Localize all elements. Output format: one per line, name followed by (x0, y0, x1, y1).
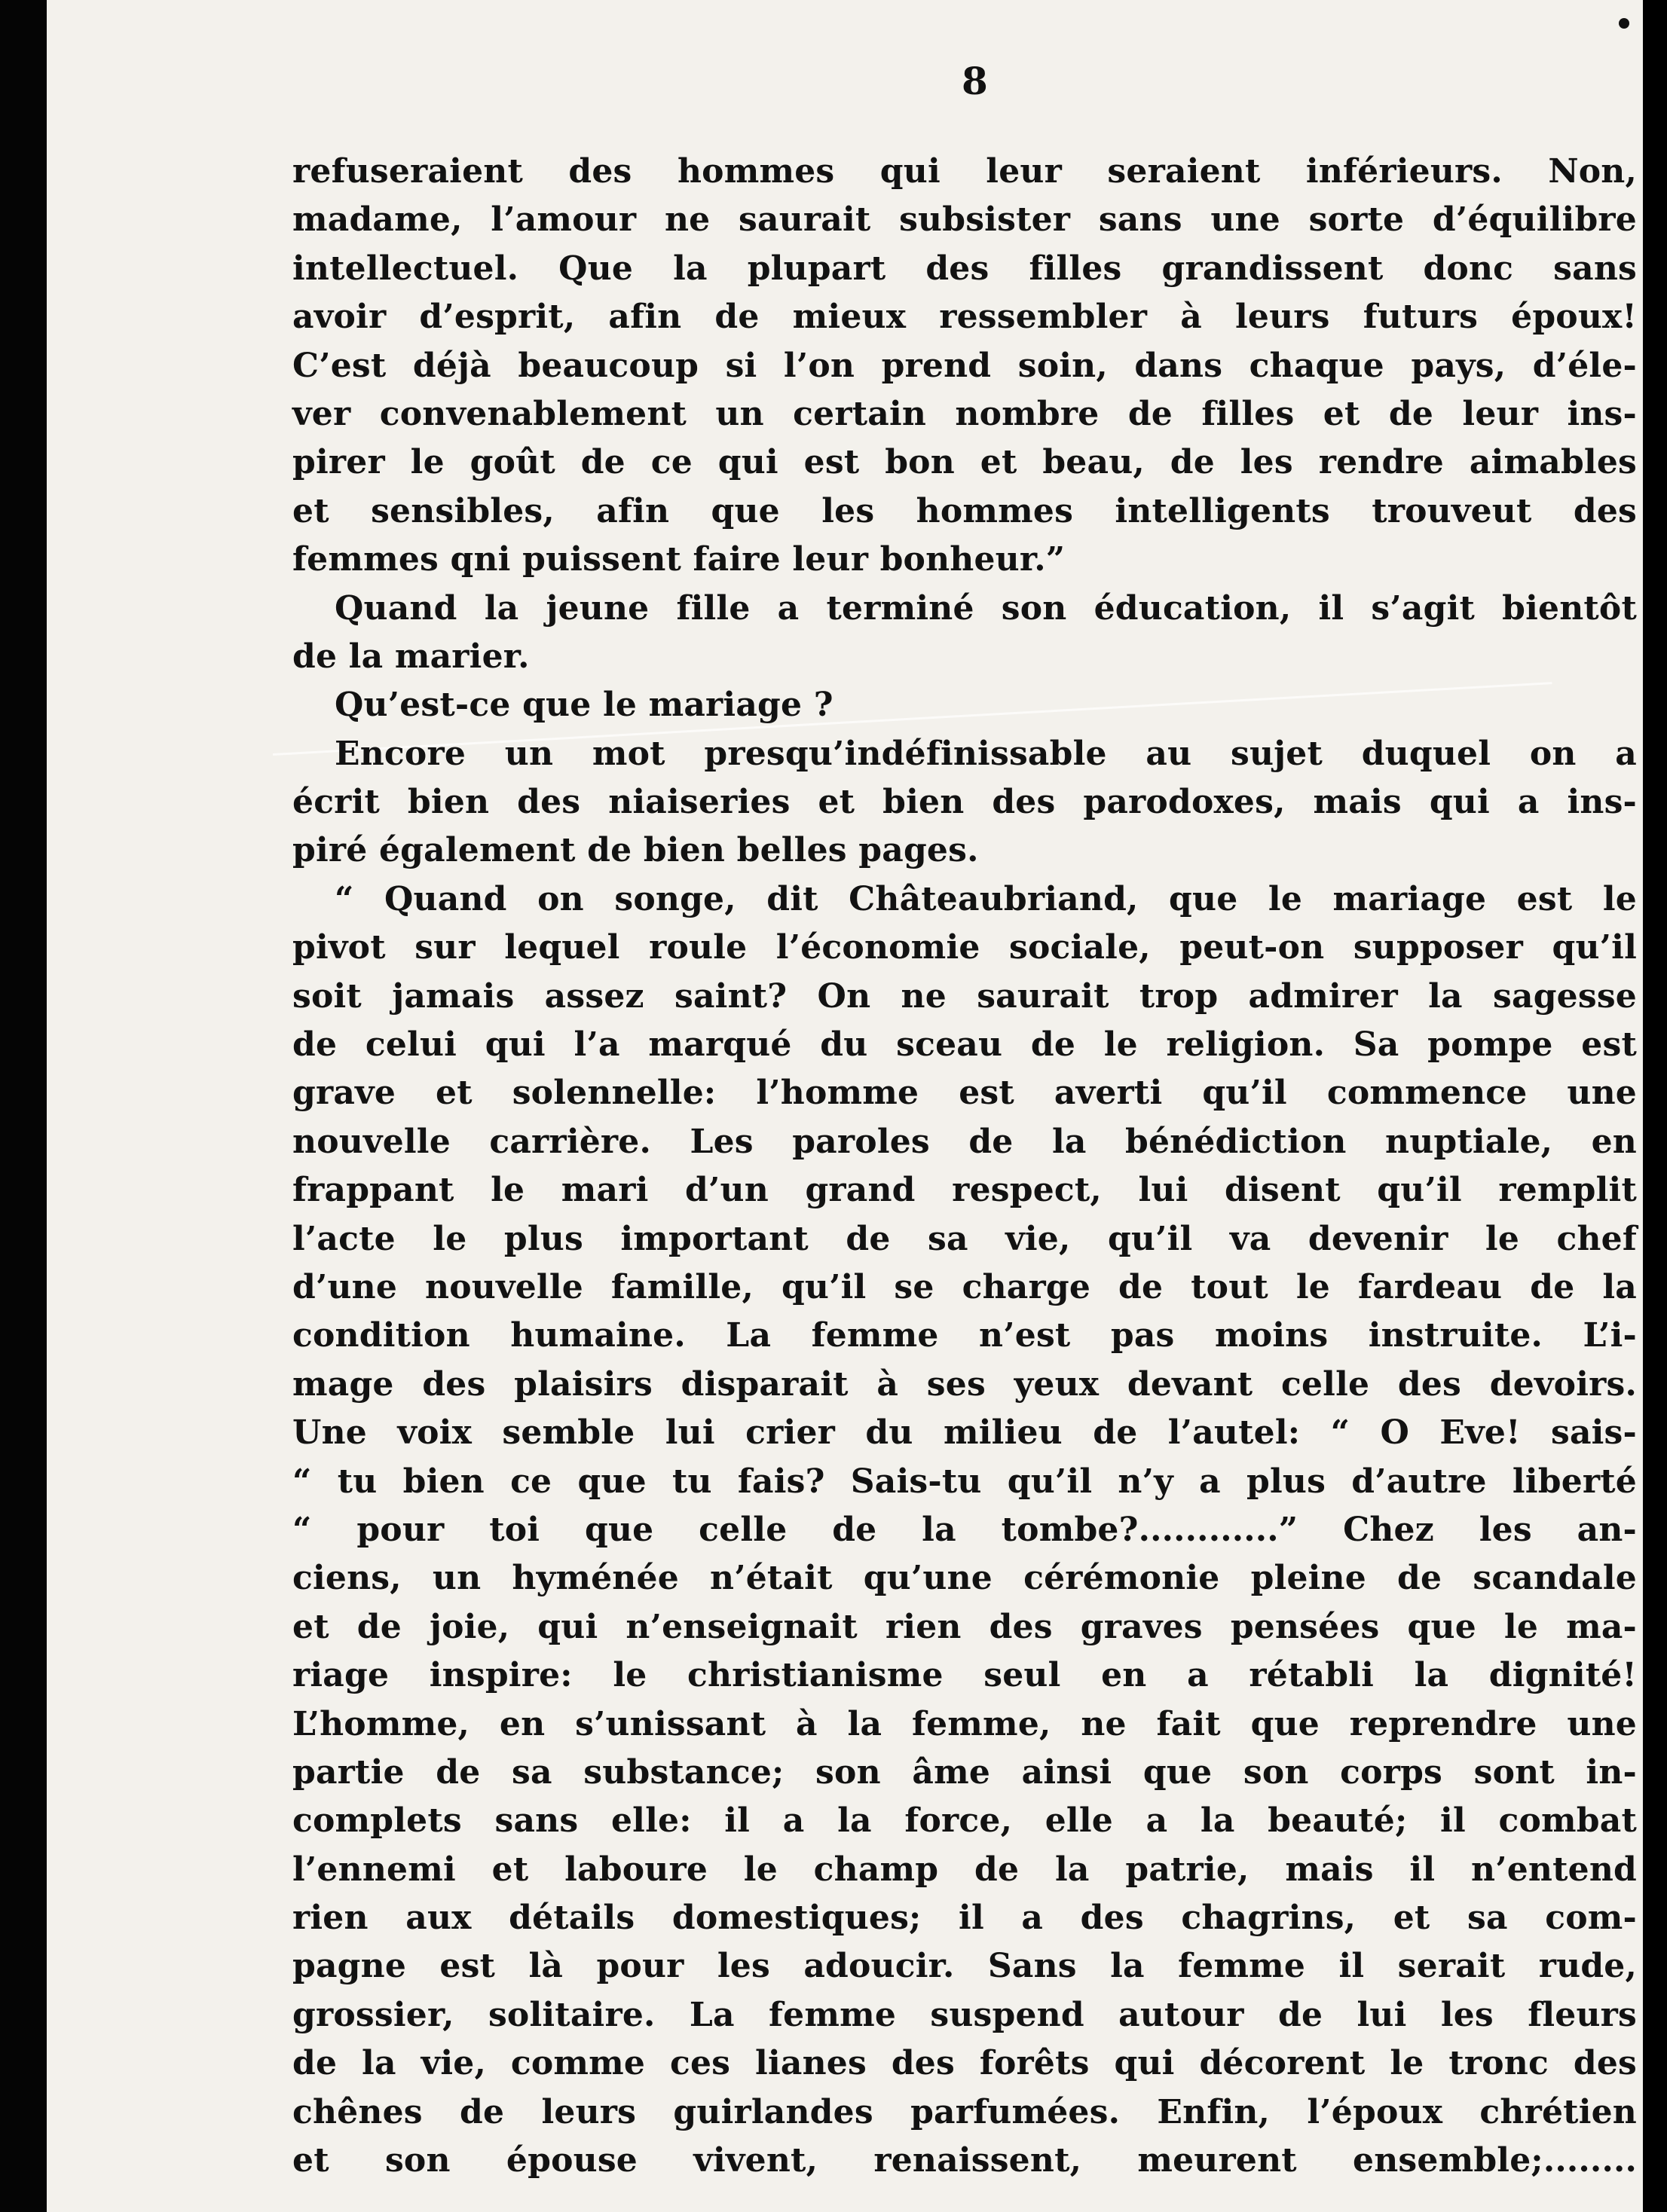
text-line: grave et solennelle: l’homme est averti qu’il commence une (292, 1074, 1637, 1113)
text-line: femmes qni puissent faire leur bonheur.” (292, 540, 1066, 579)
text-line: et de joie, qui n’enseignait rien des graves pensées que le ma- (292, 1607, 1637, 1646)
text-line: et son épouse vivent, renaissent, meurent ensemble;........ (292, 2141, 1637, 2180)
text-line: Encore un mot presqu’indéfinissable au sujet duquel on a (335, 734, 1637, 773)
text-line: pirer le goût de ce qui est bon et beau, de les rendre aimables (292, 443, 1637, 482)
page-number: 8 (962, 59, 988, 103)
text-line: de la marier. (292, 637, 530, 676)
text-line: d’une nouvelle famille, qu’il se charge de tout le fardeau de la (292, 1267, 1637, 1306)
text-line: et sensibles, afin que les hommes intelligents trouveut des (292, 491, 1637, 530)
text-line: chênes de leurs guirlandes parfumées. Enfin, l’époux chrétien (292, 2092, 1637, 2131)
text-line: intellectuel. Que la plupart des filles grandissent donc sans (292, 249, 1637, 288)
text-line: l’ennemi et laboure le champ de la patrie, mais il n’entend (292, 1850, 1637, 1889)
text-line: “ Quand on songe, dit Châteaubriand, que le mariage est le (335, 879, 1637, 918)
text-line: ciens, un hyménée n’était qu’une cérémonie pleine de scandale (292, 1559, 1637, 1598)
text-line: soit jamais assez saint? On ne saurait trop admirer la sagesse (292, 976, 1637, 1016)
text-line: pivot sur lequel roule l’économie sociale, peut-on supposer qu’il (292, 928, 1637, 967)
text-line: l’acte le plus important de sa vie, qu’il va devenir le chef (292, 1219, 1637, 1258)
text-line: de la vie, comme ces lianes des forêts qui décorent le tronc des (292, 2044, 1637, 2083)
text-line: partie de sa substance; son âme ainsi que son corps sont in- (292, 1752, 1637, 1792)
text-line: complets sans elle: il a la force, elle a la beauté; il combat (292, 1801, 1637, 1841)
text-line: de celui qui l’a marqué du sceau de le religion. Sa pompe est (292, 1025, 1637, 1065)
body-text (292, 148, 1637, 2185)
text-line: C’est déjà beaucoup si l’on prend soin, dans chaque pays, d’éle- (292, 346, 1637, 385)
text-line: “ tu bien ce que tu fais? Sais-tu qu’il n’y a plus d’autre liberté (292, 1462, 1637, 1501)
text-line: écrit bien des niaiseries et bien des parodoxes, mais qui a ins- (292, 783, 1637, 822)
text-line: mage des plaisirs disparait à ses yeux devant celle des devoirs. (292, 1364, 1637, 1404)
text-line: ver convenablement un certain nombre de filles et de leur ins- (292, 394, 1637, 433)
scan-speck (1619, 18, 1629, 29)
text-line: L’homme, en s’unissant à la femme, ne fait que reprendre une (292, 1704, 1637, 1743)
text-line: Quand la jeune fille a terminé son éducation, il s’agit bientôt (335, 588, 1637, 628)
text-line: condition humaine. La femme n’est pas moins instruite. L’i- (292, 1316, 1637, 1355)
text-line: Une voix semble lui crier du milieu de l’autel: “ O Eve! sais- (292, 1413, 1637, 1453)
text-line: piré également de bien belles pages. (292, 831, 979, 870)
text-line: refuseraient des hommes qui leur seraient inférieurs. Non, (292, 152, 1637, 191)
text-line: nouvelle carrière. Les paroles de la bénédiction nuptiale, en (292, 1122, 1637, 1161)
text-line: riage inspire: le christianisme seul en a rétabli la dignité! (292, 1656, 1637, 1695)
text-line: pagne est là pour les adoucir. Sans la femme il serait rude, (292, 1947, 1637, 1986)
text-line: rien aux détails domestiques; il a des chagrins, et sa com- (292, 1899, 1637, 1938)
scan-left-border (0, 0, 47, 2212)
text-line: frappant le mari d’un grand respect, lui disent qu’il remplit (292, 1171, 1637, 1210)
text-line: “ pour toi que celle de la tombe?............” Chez les an- (292, 1510, 1637, 1549)
book-page (47, 0, 1643, 2212)
text-line: Qu’est-ce que le mariage ? (335, 686, 834, 725)
text-line: grossier, solitaire. La femme suspend autour de lui les fleurs (292, 1995, 1637, 2034)
text-line: avoir d’esprit, afin de mieux ressembler à leurs futurs époux! (292, 298, 1637, 337)
text-line: madame, l’amour ne saurait subsister sans une sorte d’équilibre (292, 200, 1637, 240)
